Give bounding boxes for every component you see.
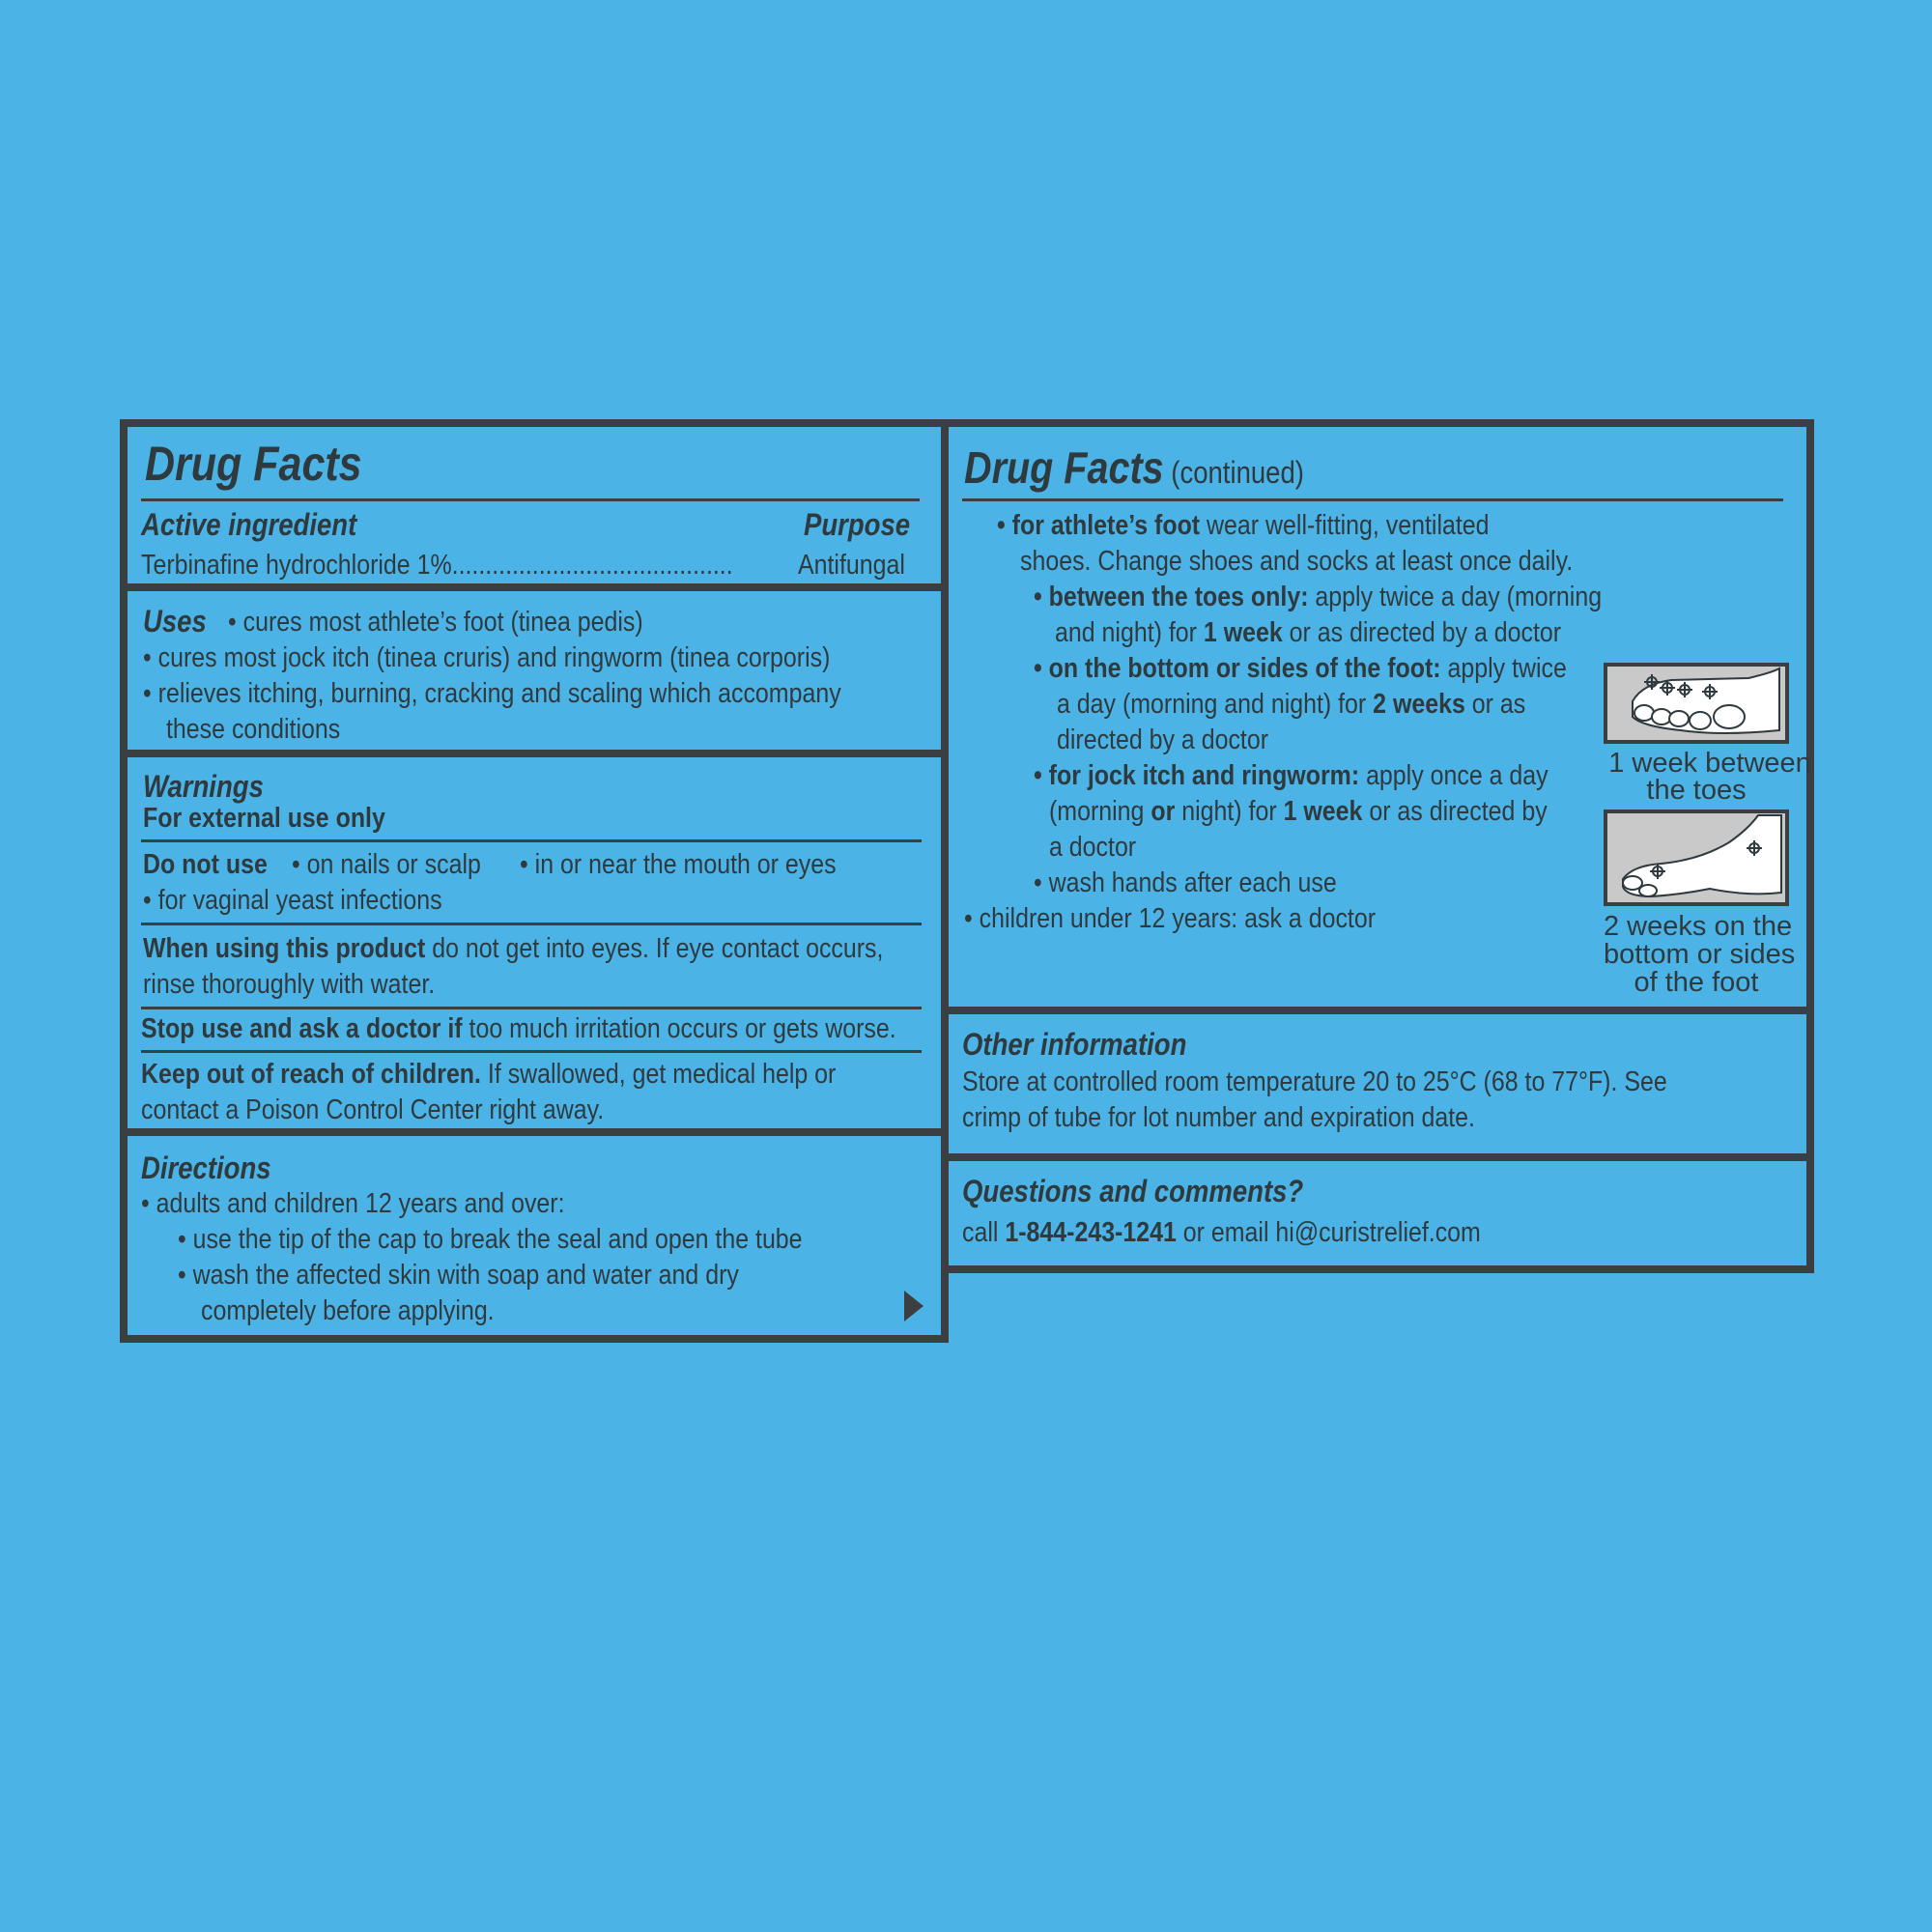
do-not-use-a: • on nails or scalp — [292, 849, 481, 880]
questions-line — [962, 1215, 1481, 1251]
jock-text-2d: 1 week — [1283, 796, 1363, 827]
left-title: Drug Facts — [145, 437, 362, 491]
toes-line-2 — [1055, 615, 1561, 651]
other-information-text-1: Store at controlled room temperature 20 to 25°C (68 to 77°F). See — [962, 1066, 1667, 1097]
toes-text-2b: 1 week — [1203, 617, 1283, 648]
img2-caption-3: of the foot — [1634, 967, 1759, 998]
purpose-value: Antifungal — [798, 550, 905, 581]
other-information-text-2: crimp of tube for lot number and expiration date. — [962, 1102, 1475, 1133]
athletes-line-2: shoes. Change shoes and socks at least once daily. — [1020, 546, 1574, 577]
toes-text-2c: or as directed by a doctor — [1282, 617, 1562, 648]
continue-arrow-icon — [902, 1289, 925, 1323]
warnings-rule-1 — [141, 839, 922, 842]
directions-line-2: • use the tip of the cap to break the seal and open the tube — [178, 1224, 803, 1255]
questions-heading: Questions and comments? — [962, 1174, 1304, 1208]
stop-use-label: Stop use and ask a doctor if — [141, 1013, 463, 1044]
external-use: For external use only — [143, 803, 385, 834]
uses-line-4: these conditions — [166, 714, 341, 745]
when-using-label: When using this product — [143, 933, 426, 964]
bottom-line-3: directed by a doctor — [1057, 724, 1269, 755]
jock-line-3: a doctor — [1049, 832, 1137, 863]
when-using-text-1: do not get into eyes. If eye contact occurs, — [425, 933, 884, 964]
directions-line-3: • wash the affected skin with soap and water and dry — [178, 1260, 739, 1291]
jock-text-2b: or — [1151, 796, 1176, 827]
toes-text-1: apply twice a day (morning — [1308, 582, 1603, 612]
toes-foot-image — [1604, 663, 1789, 744]
questions-call: call — [962, 1217, 1006, 1248]
jock-text-1: apply once a day — [1359, 760, 1548, 791]
bottom-text-2b: 2 weeks — [1373, 689, 1465, 720]
other-information-heading: Other information — [962, 1027, 1187, 1062]
right-title-line — [964, 440, 1304, 495]
bottom-line-1 — [1034, 651, 1567, 687]
bottom-text-2c: or as — [1464, 689, 1526, 720]
athletes-text-1: wear well-fitting, ventilated — [1200, 510, 1490, 541]
right-title-rule — [962, 498, 1783, 501]
when-using-text-2: rinse thoroughly with water. — [143, 969, 436, 1000]
directions-line-4: completely before applying. — [201, 1295, 495, 1326]
toes-text-2a: and night) for — [1055, 617, 1204, 648]
do-not-use-c: • for vaginal yeast infections — [143, 885, 442, 916]
jock-label: • for jock itch and ringworm: — [1034, 760, 1360, 791]
athletes-label: • for athlete’s foot — [997, 510, 1201, 541]
keep-out-text-1: If swallowed, get medical help or — [480, 1059, 837, 1090]
uses-line-2: • cures most jock itch (tinea cruris) and ringworm (tinea corporis) — [143, 642, 831, 673]
warnings-rule-3 — [141, 1007, 922, 1009]
warnings-rule-2 — [141, 923, 922, 925]
jock-line-2 — [1049, 794, 1548, 830]
img2-caption-2: bottom or sides — [1604, 939, 1796, 970]
directions-heading: Directions — [141, 1151, 271, 1185]
toes-line-1 — [1034, 580, 1602, 615]
bottom-text-1: apply twice — [1440, 653, 1567, 684]
children-line: • children under 12 years: ask a doctor — [964, 903, 1377, 934]
jock-text-2c: night) for — [1175, 796, 1284, 827]
do-not-use-label: Do not use — [143, 849, 268, 880]
uses-line-1: • cures most athlete’s foot (tinea pedis) — [228, 607, 643, 638]
keep-out-text-2: contact a Poison Control Center right away. — [141, 1094, 605, 1125]
uses-heading: Uses — [143, 604, 207, 639]
warnings-heading: Warnings — [143, 769, 264, 804]
do-not-use-b: • in or near the mouth or eyes — [520, 849, 837, 880]
bottom-label: • on the bottom or sides of the foot: — [1034, 653, 1441, 684]
questions-box — [941, 1153, 1814, 1273]
img1-caption-1: 1 week between — [1608, 748, 1811, 779]
wash-hands: • wash hands after each use — [1034, 867, 1337, 898]
warnings-rule-4 — [141, 1050, 922, 1053]
bottom-text-2a: a day (morning and night) for — [1057, 689, 1374, 720]
ingredient-line: Terbinafine hydrochloride 1%.......................................... — [141, 550, 733, 581]
img1-caption-2: the toes — [1646, 775, 1747, 806]
img2-caption-1: 2 weeks on the — [1604, 911, 1793, 942]
athletes-line-1 — [997, 508, 1490, 544]
right-title-suffix: (continued) — [1163, 455, 1304, 490]
questions-email: or email hi@curistrelief.com — [1176, 1217, 1481, 1248]
stop-use-text: too much irritation occurs or gets worse. — [462, 1013, 896, 1044]
bottom-foot-image — [1604, 810, 1789, 906]
title-rule — [141, 498, 920, 501]
jock-text-2a: (morning — [1049, 796, 1151, 827]
jock-line-1 — [1034, 758, 1548, 794]
toes-label: • between the toes only: — [1034, 582, 1309, 612]
right-title: Drug Facts — [964, 442, 1164, 493]
directions-line-1: • adults and children 12 years and over: — [141, 1188, 565, 1219]
stop-use-line — [141, 1011, 896, 1047]
questions-phone: 1-844-243-1241 — [1005, 1217, 1177, 1248]
purpose-heading: Purpose — [804, 507, 911, 542]
when-using-line-1 — [143, 931, 883, 967]
jock-text-2e: or as directed by — [1362, 796, 1548, 827]
bottom-line-2 — [1057, 687, 1525, 723]
active-ingredient-heading: Active ingredient — [141, 507, 357, 542]
keep-out-line-1 — [141, 1057, 836, 1093]
uses-line-3: • relieves itching, burning, cracking and scaling which accompany — [143, 678, 841, 709]
keep-out-label: Keep out of reach of children. — [141, 1059, 481, 1090]
